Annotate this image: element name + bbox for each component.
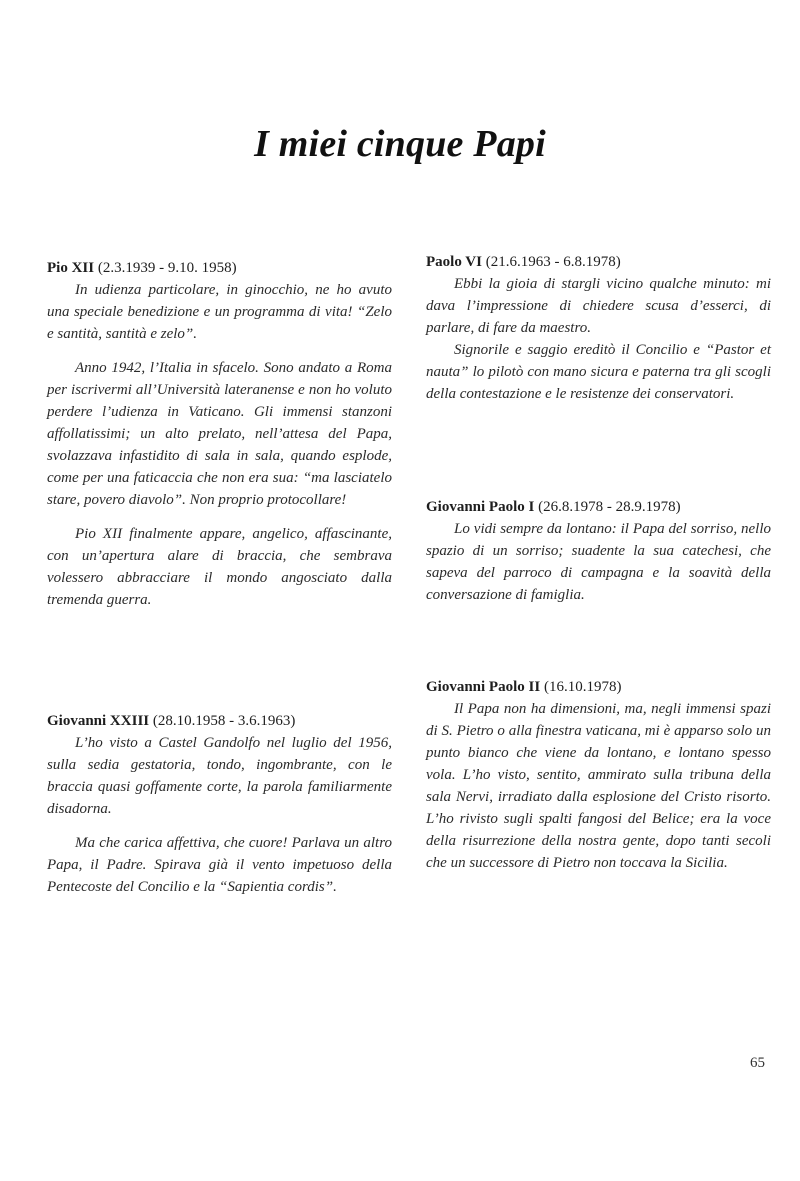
section-pio-xii [47, 257, 392, 611]
pope-name: Paolo VI [426, 254, 482, 270]
pope-name: Pio XII [47, 260, 95, 276]
pontificate-dates: (28.10.1958 - 3.6.1963) [152, 713, 296, 729]
paragraph: Il Papa non ha dimensioni, ma, negli immensi spazi di S. Pietro o alla finestra vaticana, mi è apparso solo un punto bianco che viene da lontano, e lontano spesso vola. L’ho visto, sentito, ammirato sulla tribuna della sala Nervi, irradiato dalla esplosione del Cristo risorto. L’ho rivisto sugli spalti fangosi del Belice; era la voce della risurrezione della nostra gente, dopo tanti secoli che un successore di Pietro non toccava la Sicilia. [426, 701, 771, 871]
section-giovanni-paolo-ii [426, 676, 771, 874]
section-heading [426, 496, 771, 518]
pope-name: Giovanni Paolo I [426, 499, 535, 515]
paragraph: L’ho visto a Castel Gandolfo nel luglio del 1956, sulla sedia gestatoria, tondo, ingombrante, con le braccia quasi goffamente corte, la parola familiarmente disadorna. [47, 735, 392, 817]
page-title: I miei cinque Papi [254, 123, 546, 165]
section-heading [426, 676, 771, 698]
paragraph: Pio XII finalmente appare, angelico, affascinante, con un’apertura alare di braccia, che sembrava volessero abbracciare il mondo angosciato dalla tremenda guerra. [47, 526, 392, 608]
section-heading [426, 251, 771, 273]
page-number: 65 [750, 1055, 765, 1071]
section-giovanni-xxiii [47, 710, 392, 898]
section-giovanni-paolo-i [426, 496, 771, 606]
pontificate-dates: (16.10.1978) [543, 679, 622, 695]
paragraph: In udienza particolare, in ginocchio, ne ho avuto una speciale benedizione e un programma di vita! “Zelo e santità, santità e zelo”. [47, 282, 392, 342]
pontificate-dates: (2.3.1939 - 9.10. 1958) [97, 260, 237, 276]
paragraph: Signorile e saggio ereditò il Concilio e “Pastor et nauta” lo pilotò con mano sicura e paterna tra gli scogli della contestazione e le resistenze dei conservatori. [426, 342, 771, 402]
paragraph: Anno 1942, l’Italia in sfacelo. Sono andato a Roma per iscrivermi all’Università lateranense e non ho voluto perdere l’udienza in Vaticano. Gli immensi stanzoni affollatissimi; un alto prelato, nell’attesa del Papa, svolazzava infastidito di sala in sala, quando esplode, come per una faticaccia che non era sua: “ma lasciatelo stare, povero diavolo”. Non proprio protocollare! [47, 360, 392, 508]
pope-name: Giovanni XXIII [47, 713, 150, 729]
pope-name: Giovanni Paolo II [426, 679, 541, 695]
section-paolo-vi [426, 251, 771, 405]
section-heading [47, 710, 392, 732]
pontificate-dates: (26.8.1978 - 28.9.1978) [538, 499, 681, 515]
pontificate-dates: (21.6.1963 - 6.8.1978) [485, 254, 621, 270]
section-heading [47, 257, 392, 279]
paragraph: Lo vidi sempre da lontano: il Papa del sorriso, nello spazio di un sorriso; suadente la sua catechesi, che sapeva del parroco di campagna e la soavità della conversazione di famiglia. [426, 521, 771, 603]
paragraph: Ebbi la gioia di stargli vicino qualche minuto: mi dava l’impressione di chiedere scusa d’esserci, di parlare, di fare da maestro. [426, 276, 771, 336]
paragraph: Ma che carica affettiva, che cuore! Parlava un altro Papa, il Padre. Spirava già il vento impetuoso della Pentecoste del Concilio e la “Sapientia cordis”. [47, 835, 392, 895]
